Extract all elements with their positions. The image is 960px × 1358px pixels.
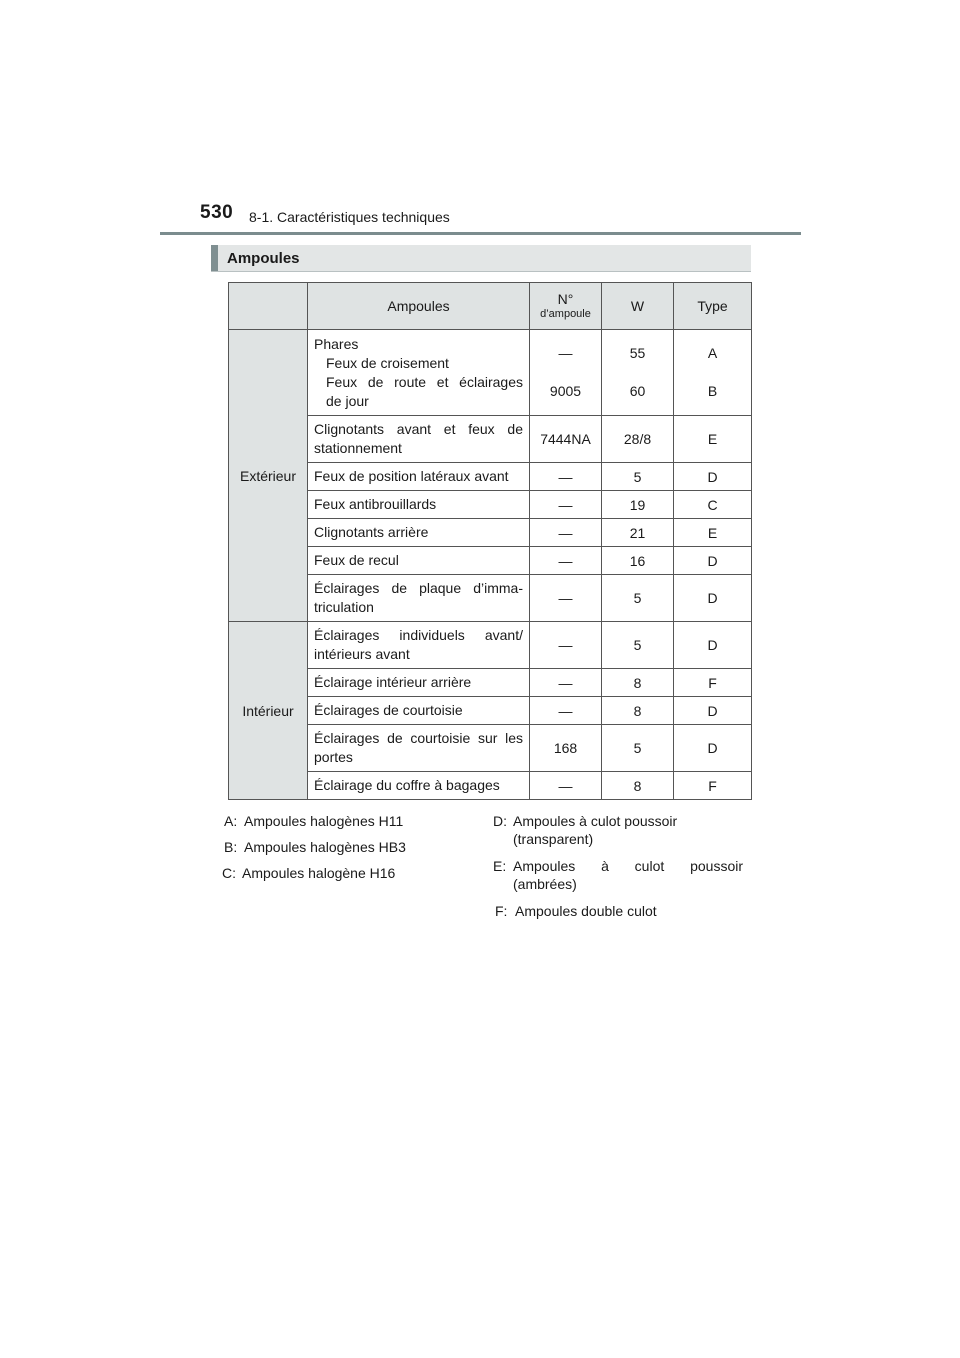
row-type: F [674,772,752,800]
row-type: F [674,669,752,697]
legend-d-key: D: [493,813,507,829]
headlights-low-number: — [558,345,573,361]
table-row [229,575,752,622]
legend-b-text: Ampoules halogènes HB3 [244,839,406,855]
row-name: Éclairages de plaque d’imma-triculation [308,575,530,622]
headlights-low-watt: 55 [629,345,646,361]
header-number-line2: d’ampoule [540,307,591,320]
legend-c [222,864,395,882]
row-number: — [530,575,602,622]
legend-d-line1: Ampoules à culot poussoir [513,813,678,829]
chapter-title: 8-1. Caractéristiques techniques [249,209,450,225]
header-type: Type [674,283,752,330]
row-headlights-number [530,330,602,416]
row-name: Éclairages individuels avant/ intérieurs avant [308,622,530,669]
row-number: 168 [530,725,602,772]
group-exterior: Extérieur [229,330,308,622]
table-row [229,697,752,725]
row-type: D [674,725,752,772]
row-type: D [674,697,752,725]
table-row [229,772,752,800]
bulbs-table [228,282,752,800]
table-row [229,622,752,669]
group-interior: Intérieur [229,622,308,800]
row-watt: 16 [602,547,674,575]
table-row [229,416,752,463]
row-name: Feux de position latéraux avant [308,463,530,491]
legend-f-text: Ampoules double culot [515,903,657,919]
row-watt: 28/8 [602,416,674,463]
row-number: — [530,463,602,491]
row-number: — [530,519,602,547]
headlights-high-beam-1: Feux de route et éclairages [326,373,523,390]
row-name: Éclairages de courtoisie sur les portes [308,725,530,772]
headlights-high-watt: 60 [629,383,646,399]
table-row [229,330,752,416]
row-type: D [674,622,752,669]
table-row [229,669,752,697]
table-row [229,725,752,772]
row-watt: 8 [602,697,674,725]
header-bulbs: Ampoules [308,283,530,330]
row-number: — [530,547,602,575]
legend-a-key: A: [224,813,238,829]
row-number: — [530,669,602,697]
header-number-line1: N° [557,291,574,307]
legend-f [495,902,657,920]
row-name: Éclairages de courtoisie [308,697,530,725]
row-watt: 5 [602,725,674,772]
section-accent [211,245,218,271]
legend-e-line1: Ampoules à culot poussoir [513,858,743,874]
row-type: E [674,416,752,463]
legend-a [224,812,403,830]
row-name: Clignotants arrière [308,519,530,547]
headlights-high-number: 9005 [549,383,582,399]
section-title: Ampoules [227,250,300,267]
row-headlights-watt [602,330,674,416]
legend-d [493,812,743,848]
header-bulb-number [530,283,602,330]
row-type: D [674,547,752,575]
legend-a-text: Ampoules halogènes H11 [244,813,404,829]
row-headlights-type [674,330,752,416]
table-row [229,463,752,491]
row-headlights-name [308,330,530,416]
row-name: Éclairage du coffre à bagages [308,772,530,800]
legend-e-key: E: [493,858,507,874]
row-number: — [530,697,602,725]
headlights-high-type: B [707,383,718,399]
row-number: — [530,772,602,800]
headlights-low-beam: Feux de croisement [326,354,449,371]
row-watt: 5 [602,575,674,622]
row-name: Feux antibrouillards [308,491,530,519]
legend-d-line2: (transparent) [513,831,594,847]
headlights-title: Phares [314,335,359,352]
row-name: Clignotants avant et feux de stationnement [308,416,530,463]
page-number: 530 [200,202,234,223]
headlights-high-beam-2: de jour [326,392,369,409]
legend-b [224,838,406,856]
table-row [229,519,752,547]
legend-b-key: B: [224,839,238,855]
legend-f-key: F: [495,903,508,919]
row-type: D [674,575,752,622]
row-type: D [674,463,752,491]
row-watt: 5 [602,463,674,491]
row-number: — [530,622,602,669]
row-watt: 21 [602,519,674,547]
row-number: — [530,491,602,519]
table-row [229,491,752,519]
row-watt: 19 [602,491,674,519]
row-name: Éclairage intérieur arrière [308,669,530,697]
header-blank [229,283,308,330]
row-watt: 5 [602,622,674,669]
row-watt: 8 [602,772,674,800]
row-number: 7444NA [530,416,602,463]
row-watt: 8 [602,669,674,697]
header-watt: W [602,283,674,330]
row-type: C [674,491,752,519]
legend-e-line2: (ambrées) [513,876,577,892]
legend-e [493,857,743,893]
header-rule [160,232,801,235]
legend-c-key: C: [222,865,236,881]
legend-c-text: Ampoules halogène H16 [242,865,396,881]
table-header-row [229,283,752,330]
section-bar [211,245,751,272]
row-type: E [674,519,752,547]
row-name: Feux de recul [308,547,530,575]
headlights-low-type: A [707,345,718,361]
table-row [229,547,752,575]
